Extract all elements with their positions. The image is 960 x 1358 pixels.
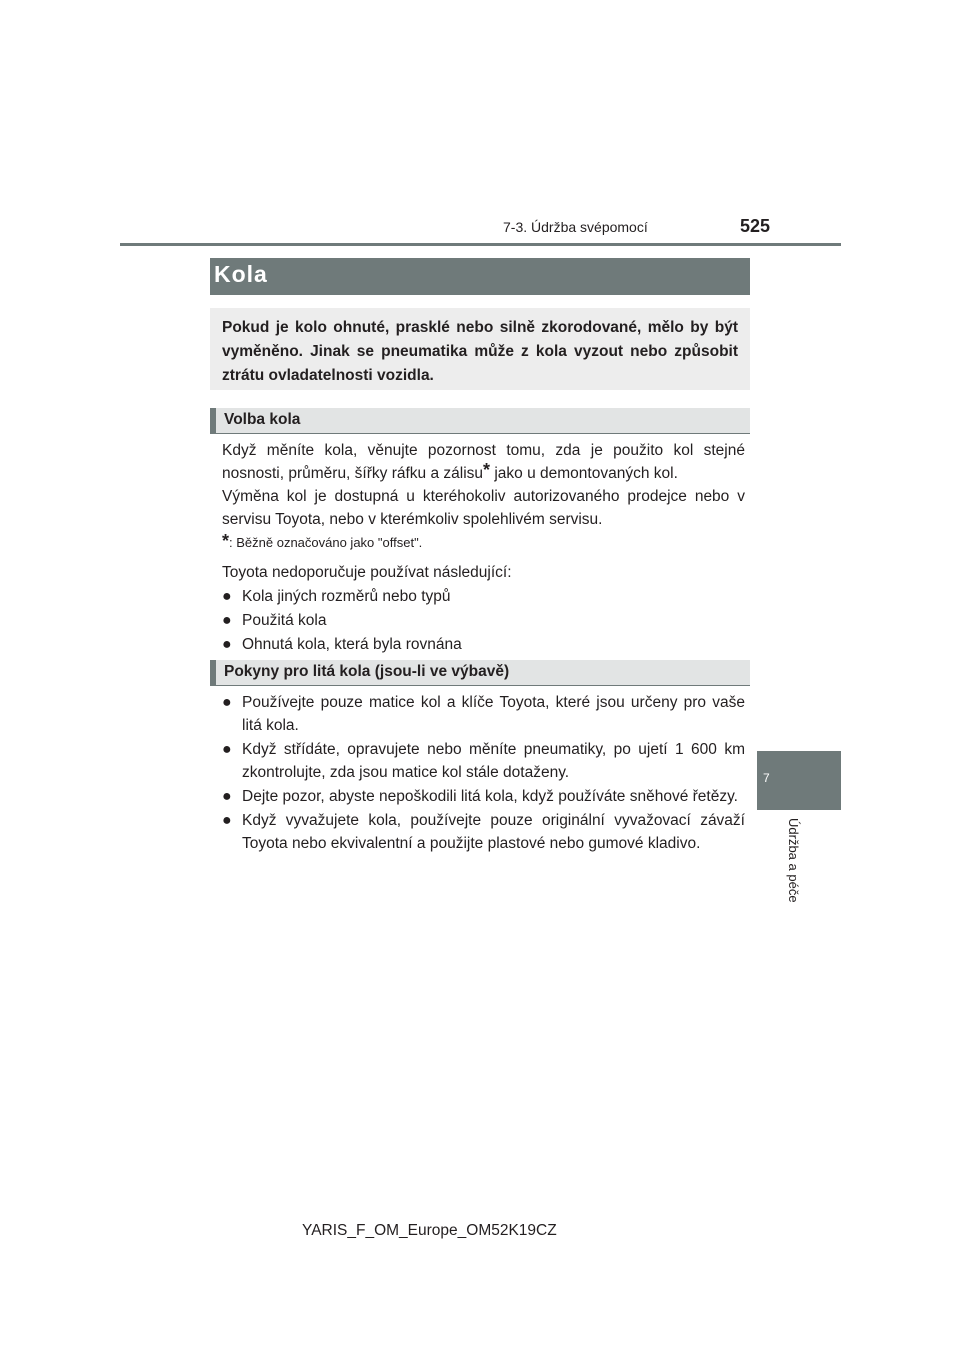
bullet-icon: ● [222,812,232,829]
bullet-icon: ● [222,612,232,629]
bullet-icon: ● [222,788,232,805]
document-code: YARIS_F_OM_Europe_OM52K19CZ [302,1222,557,1239]
list-item-text: Používejte pouze matice kol a klíče Toyota, které jsou určeny pro vaše litá kola. [242,694,745,734]
list-item [222,738,745,784]
page-title: Kola [214,261,268,287]
footnote-text: : Běžně označováno jako "offset". [229,535,423,550]
subheading-text: Volba kola [224,411,301,428]
intro-text: Pokud je kolo ohnuté, prasklé nebo silně zkorodované, mělo by být vyměněno. Jinak se pneumatika může z kola vyzout nebo způsobit ztrátu ovladatelnosti vozidla. [222,319,738,384]
bullet-icon: ● [222,694,232,711]
list-item-text: Dejte pozor, abyste nepoškodili litá kola, když používáte sněhové řetězy. [242,788,738,805]
list-item [222,809,745,855]
list-item-text: Když střídáte, opravujete nebo měníte pneumatiky, po ujetí 1 600 km zkontrolujte, zda jsou matice kol stále dotaženy. [242,741,745,781]
para1-text-b: jako u demontovaných kol. [490,465,678,482]
header-rule [120,243,841,246]
footnote-star: * [222,531,230,551]
subheading-alloy-wheels [210,660,750,686]
title-bar [210,258,750,295]
bullet-icon: ● [222,588,232,605]
list-item [222,785,745,808]
list-item-text: Použitá kola [242,612,327,629]
page-number: 525 [740,216,771,236]
list-item-text: Když vyvažujete kola, používejte pouze originální vyvažovací závaží Toyota nebo ekvivalentní a použijte plastové nebo gumové kladivo. [242,812,745,852]
list-item [222,633,745,656]
wheel-selection-para2: Výměna kol je dostupná u kteréhokoliv autorizovaného prodejce nebo v servisu Toyota, nebo v kterémkoliv spolehlivém servisu. [222,488,745,528]
intro-box [210,308,750,390]
wheel-selection-para1 [222,439,745,485]
para1-text-a: Když měníte kola, věnujte pozornost tomu, zda je použito kol stejné nosnosti, průměru, šířky ráfku a zálisu [222,442,745,482]
section-title: 7-3. Údržba svépomocí [503,219,648,235]
chapter-number: 7 [763,771,770,785]
chapter-label: Údržba a péče [786,818,801,903]
list-item [222,691,745,737]
footnote-marker: * [483,460,491,481]
bullet-icon: ● [222,636,232,653]
subheading-marker [210,408,216,433]
footnote [222,533,745,551]
subheading-marker [210,660,216,685]
wheel-selection-body [222,439,745,656]
list-item [222,609,745,632]
not-recommended-intro: Toyota nedoporučuje používat následující: [222,564,512,581]
subheading-text: Pokyny pro litá kola (jsou-li ve výbavě) [224,663,510,680]
alloy-body [222,691,745,855]
subheading-wheel-selection [210,408,750,434]
list-item-text: Kola jiných rozměrů nebo typů [242,588,451,605]
list-item-text: Ohnutá kola, která byla rovnána [242,636,462,653]
bullet-icon: ● [222,741,232,758]
list-item [222,585,745,608]
